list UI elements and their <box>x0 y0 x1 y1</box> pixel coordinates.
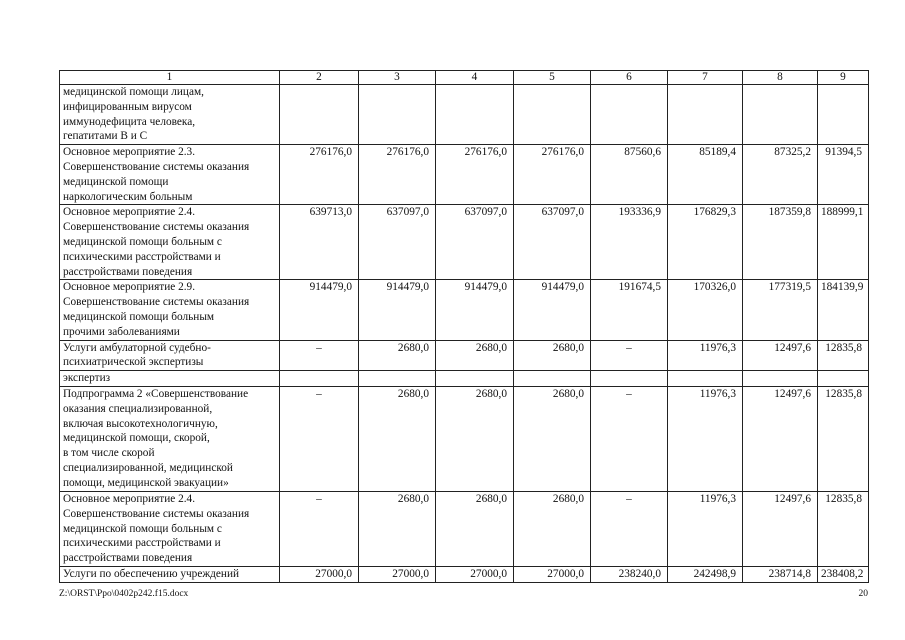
value-cell: 238714,8 <box>743 566 818 582</box>
column-number-header: 1 <box>60 71 280 85</box>
value-cell: 177319,5 <box>743 280 818 340</box>
row-description: Основное мероприятие 2.4. Совершенствование системы оказания медицинской помощи больным с психическими расстройствами и расстройствами поведения <box>60 205 280 280</box>
value-cell: 27000,0 <box>436 566 514 582</box>
value-cell: 2680,0 <box>436 386 514 491</box>
value-cell: 2680,0 <box>436 491 514 566</box>
table-row <box>60 85 869 145</box>
value-cell <box>280 371 359 387</box>
value-cell: 2680,0 <box>514 340 591 371</box>
value-cell: 914479,0 <box>514 280 591 340</box>
value-cell <box>359 85 436 145</box>
value-cell: 914479,0 <box>359 280 436 340</box>
value-cell: – <box>591 340 668 371</box>
value-cell: 242498,9 <box>668 566 743 582</box>
value-cell: – <box>591 491 668 566</box>
value-cell: 91394,5 <box>818 145 869 205</box>
column-number-header: 6 <box>591 71 668 85</box>
value-cell: 191674,5 <box>591 280 668 340</box>
value-cell: – <box>280 491 359 566</box>
value-cell: 170326,0 <box>668 280 743 340</box>
column-number-header: 8 <box>743 71 818 85</box>
column-number-header: 5 <box>514 71 591 85</box>
row-description: Подпрограмма 2 «Совершенствование оказания специализированной, включая высокотехнологичную, медицинской помощи, скорой, в том числе скорой специализированной, медицинской помощи, медицинской эвакуации» <box>60 386 280 491</box>
value-cell: 27000,0 <box>514 566 591 582</box>
column-number-header: 3 <box>359 71 436 85</box>
table-row <box>60 386 869 491</box>
value-cell: 176829,3 <box>668 205 743 280</box>
column-number-header: 4 <box>436 71 514 85</box>
value-cell: 12835,8 <box>818 340 869 371</box>
value-cell <box>359 371 436 387</box>
column-number-header: 2 <box>280 71 359 85</box>
value-cell: 2680,0 <box>359 386 436 491</box>
value-cell: 12835,8 <box>818 491 869 566</box>
value-cell: 12497,6 <box>743 340 818 371</box>
value-cell <box>436 371 514 387</box>
value-cell: 187359,8 <box>743 205 818 280</box>
value-cell: 193336,9 <box>591 205 668 280</box>
value-cell <box>668 85 743 145</box>
document-path: Z:\ORST\Ppo\0402p242.f15.docx <box>59 589 189 599</box>
value-cell: 2680,0 <box>359 340 436 371</box>
value-cell <box>514 85 591 145</box>
value-cell: 637097,0 <box>436 205 514 280</box>
value-cell <box>743 85 818 145</box>
value-cell: – <box>280 386 359 491</box>
row-description: Услуги по обеспечению учреждений <box>60 566 280 582</box>
value-cell <box>818 85 869 145</box>
value-cell: 276176,0 <box>436 145 514 205</box>
budget-table <box>59 70 869 583</box>
row-description: медицинской помощи лицам, инфицированным вирусом иммунодефицита человека, гепатитами В и С <box>60 85 280 145</box>
value-cell <box>818 371 869 387</box>
value-cell: 276176,0 <box>514 145 591 205</box>
value-cell: – <box>280 340 359 371</box>
table-row <box>60 491 869 566</box>
value-cell <box>280 85 359 145</box>
value-cell: 238240,0 <box>591 566 668 582</box>
value-cell: 85189,4 <box>668 145 743 205</box>
value-cell <box>514 371 591 387</box>
value-cell: 276176,0 <box>359 145 436 205</box>
table-row <box>60 205 869 280</box>
row-description: Основное мероприятие 2.9. Совершенствование системы оказания медицинской помощи больным прочими заболеваниями <box>60 280 280 340</box>
value-cell: – <box>591 386 668 491</box>
value-cell: 184139,9 <box>818 280 869 340</box>
table-row <box>60 145 869 205</box>
value-cell: 11976,3 <box>668 491 743 566</box>
value-cell: 12497,6 <box>743 491 818 566</box>
value-cell: 2680,0 <box>359 491 436 566</box>
value-cell: 11976,3 <box>668 386 743 491</box>
value-cell: 11976,3 <box>668 340 743 371</box>
value-cell: 637097,0 <box>514 205 591 280</box>
table-row <box>60 371 869 387</box>
table-row <box>60 280 869 340</box>
row-description: Услуги амбулаторной судебно- психиатрической экспертизы <box>60 340 280 371</box>
value-cell: 2680,0 <box>514 386 591 491</box>
value-cell <box>743 371 818 387</box>
value-cell: 639713,0 <box>280 205 359 280</box>
value-cell: 188999,1 <box>818 205 869 280</box>
value-cell <box>668 371 743 387</box>
value-cell: 87560,6 <box>591 145 668 205</box>
value-cell <box>436 85 514 145</box>
value-cell: 12835,8 <box>818 386 869 491</box>
value-cell: 27000,0 <box>280 566 359 582</box>
value-cell: 2680,0 <box>514 491 591 566</box>
table-row <box>60 566 869 582</box>
value-cell: 914479,0 <box>436 280 514 340</box>
column-number-header: 7 <box>668 71 743 85</box>
row-description: экспертиз <box>60 371 280 387</box>
row-description: Основное мероприятие 2.4. Совершенствование системы оказания медицинской помощи больным с психическими расстройствами и расстройствами поведения <box>60 491 280 566</box>
table-header-row <box>60 71 869 85</box>
value-cell: 637097,0 <box>359 205 436 280</box>
value-cell <box>591 371 668 387</box>
value-cell: 276176,0 <box>280 145 359 205</box>
value-cell: 12497,6 <box>743 386 818 491</box>
page-number: 20 <box>858 589 868 599</box>
value-cell: 27000,0 <box>359 566 436 582</box>
value-cell: 2680,0 <box>436 340 514 371</box>
value-cell: 914479,0 <box>280 280 359 340</box>
column-number-header: 9 <box>818 71 869 85</box>
value-cell <box>591 85 668 145</box>
value-cell: 238408,2 <box>818 566 869 582</box>
row-description: Основное мероприятие 2.3. Совершенствование системы оказания медицинской помощи наркологическим больным <box>60 145 280 205</box>
table-row <box>60 340 869 371</box>
value-cell: 87325,2 <box>743 145 818 205</box>
